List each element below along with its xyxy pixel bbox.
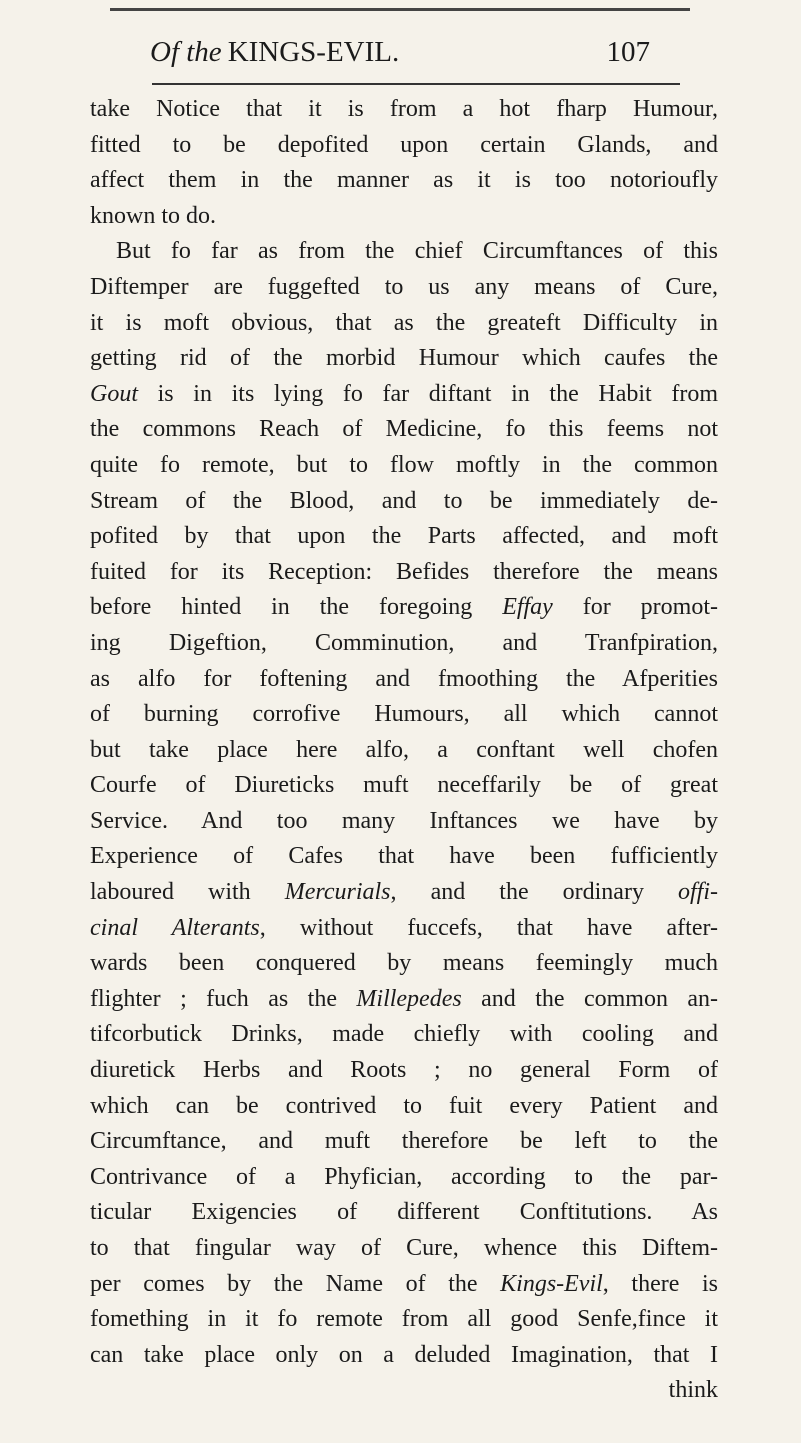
text-line: [90, 234, 718, 270]
italic-text: Gout: [90, 380, 138, 407]
text-segment: of burning corrofive Humours, all which cannot: [90, 701, 718, 728]
text-line: [90, 1124, 718, 1160]
text-segment: But fo far as from the chief Circumftances of this: [116, 238, 718, 265]
text-segment: the commons Reach of Medicine, fo this feems not: [90, 416, 718, 443]
text-line: [90, 306, 718, 342]
text-segment: getting rid of the morbid Humour which caufes the: [90, 345, 718, 372]
italic-text: cinal Alterants: [90, 914, 260, 941]
header-rule: [152, 83, 680, 85]
text-line: [90, 163, 718, 199]
text-segment: pofited by that upon the Parts affected, and moft: [90, 523, 718, 550]
top-rule: [110, 8, 690, 11]
text-segment: per comes by the Name of the: [90, 1270, 501, 1297]
italic-text: offi-: [678, 879, 719, 906]
text-line: [90, 839, 718, 875]
text-line: [90, 484, 718, 520]
text-segment: take Notice that it is from a hot fharp Humour,: [90, 96, 718, 122]
text-segment: , there is: [602, 1270, 718, 1297]
text-line: [90, 1267, 718, 1303]
text-line: [90, 519, 718, 555]
text-line: [90, 804, 718, 840]
italic-text: Mercurials: [284, 879, 391, 906]
text-segment: it is moft obvious, that as the greateft Difficulty in: [90, 309, 718, 336]
text-line: [90, 768, 718, 804]
page-number: 107: [606, 36, 650, 68]
text-line: [90, 92, 718, 128]
text-line: [90, 1017, 718, 1053]
text-line: [90, 1053, 718, 1089]
text-line: [90, 128, 718, 164]
page-header: [150, 32, 650, 72]
text-line: [90, 1160, 718, 1196]
text-line: [90, 412, 718, 448]
text-line: [90, 1373, 718, 1409]
text-line: [90, 590, 718, 626]
text-segment: wards been conquered by means feemingly much: [90, 950, 718, 977]
text-line: [90, 911, 718, 947]
text-segment: for promot-: [552, 594, 718, 621]
text-line: [90, 1231, 718, 1267]
text-segment: quite fo remote, but to flow moftly in the common: [90, 451, 718, 478]
text-line: [90, 626, 718, 662]
text-segment: laboured with: [90, 879, 285, 906]
text-segment: but take place here alfo, a conftant well chofen: [90, 736, 718, 763]
italic-text: Kings-Evil: [500, 1270, 603, 1297]
text-line: [90, 875, 718, 911]
text-segment: affect them in the manner as it is too notorioufly: [90, 167, 718, 194]
text-line: [90, 982, 718, 1018]
text-segment: Contrivance of a Phyfician, according to the par-: [90, 1163, 718, 1190]
text-segment: ing Digeftion, Comminution, and Tranfpiration,: [90, 629, 718, 656]
text-segment: is in its lying fo far diftant in the Habit from: [138, 380, 718, 407]
text-line: [90, 1338, 718, 1374]
text-line: [90, 270, 718, 306]
text-segment: Courfe of Diureticks muft neceffarily be of great: [90, 772, 718, 799]
text-segment: fomething in it fo remote from all good Senfe,fince it: [90, 1306, 718, 1333]
text-line: [90, 199, 718, 235]
body-text: [90, 92, 718, 1409]
text-segment: diuretick Herbs and Roots ; no general Form of: [90, 1057, 718, 1084]
text-segment: Diftemper are fuggefted to us any means of Cure,: [90, 273, 718, 300]
text-segment: which can be contrived to fuit every Patient and: [90, 1092, 718, 1119]
text-segment: , and the ordinary: [390, 879, 679, 906]
text-line: [90, 1089, 718, 1125]
text-segment: Experience of Cafes that have been fufficiently: [90, 843, 718, 870]
text-line: [90, 1302, 718, 1338]
text-line: [90, 377, 718, 413]
italic-text: Effay: [502, 594, 553, 621]
text-segment: to that fingular way of Cure, whence this Diftem-: [90, 1235, 718, 1261]
text-segment: fuited for its Reception: Befides therefore the means: [90, 558, 718, 585]
text-segment: fitted to be depofited upon certain Glands, and: [90, 131, 718, 158]
text-segment: Circumftance, and muft therefore be left to the: [90, 1128, 718, 1155]
text-line: [90, 733, 718, 769]
text-segment: Service. And too many Inftances we have by: [90, 807, 718, 834]
text-segment: tifcorbutick Drinks, made chiefly with cooling and: [90, 1021, 718, 1048]
text-segment: think: [668, 1377, 718, 1404]
text-segment: known to do.: [90, 202, 216, 229]
text-segment: ticular Exigencies of different Conftitutions. As: [90, 1199, 718, 1226]
text-line: [90, 448, 718, 484]
text-line: [90, 662, 718, 698]
text-segment: and the common an-: [461, 985, 719, 1012]
text-segment: Stream of the Blood, and to be immediately de-: [90, 487, 718, 514]
text-segment: , without fuccefs, that have after-: [259, 914, 718, 941]
text-segment: flighter ; fuch as the: [90, 985, 357, 1012]
text-line: [90, 1195, 718, 1231]
text-line: [90, 341, 718, 377]
italic-text: Millepedes: [356, 985, 462, 1012]
text-line: [90, 555, 718, 591]
text-line: [90, 697, 718, 733]
text-line: [90, 946, 718, 982]
text-segment: as alfo for foftening and fmoothing the Afperities: [90, 665, 718, 692]
text-segment: before hinted in the foregoing: [90, 594, 503, 621]
text-segment: can take place only on a deluded Imagination, that I: [90, 1341, 718, 1368]
header-title-prefix: Of the: [150, 36, 222, 68]
header-title-main: KINGS-EVIL.: [227, 36, 400, 68]
